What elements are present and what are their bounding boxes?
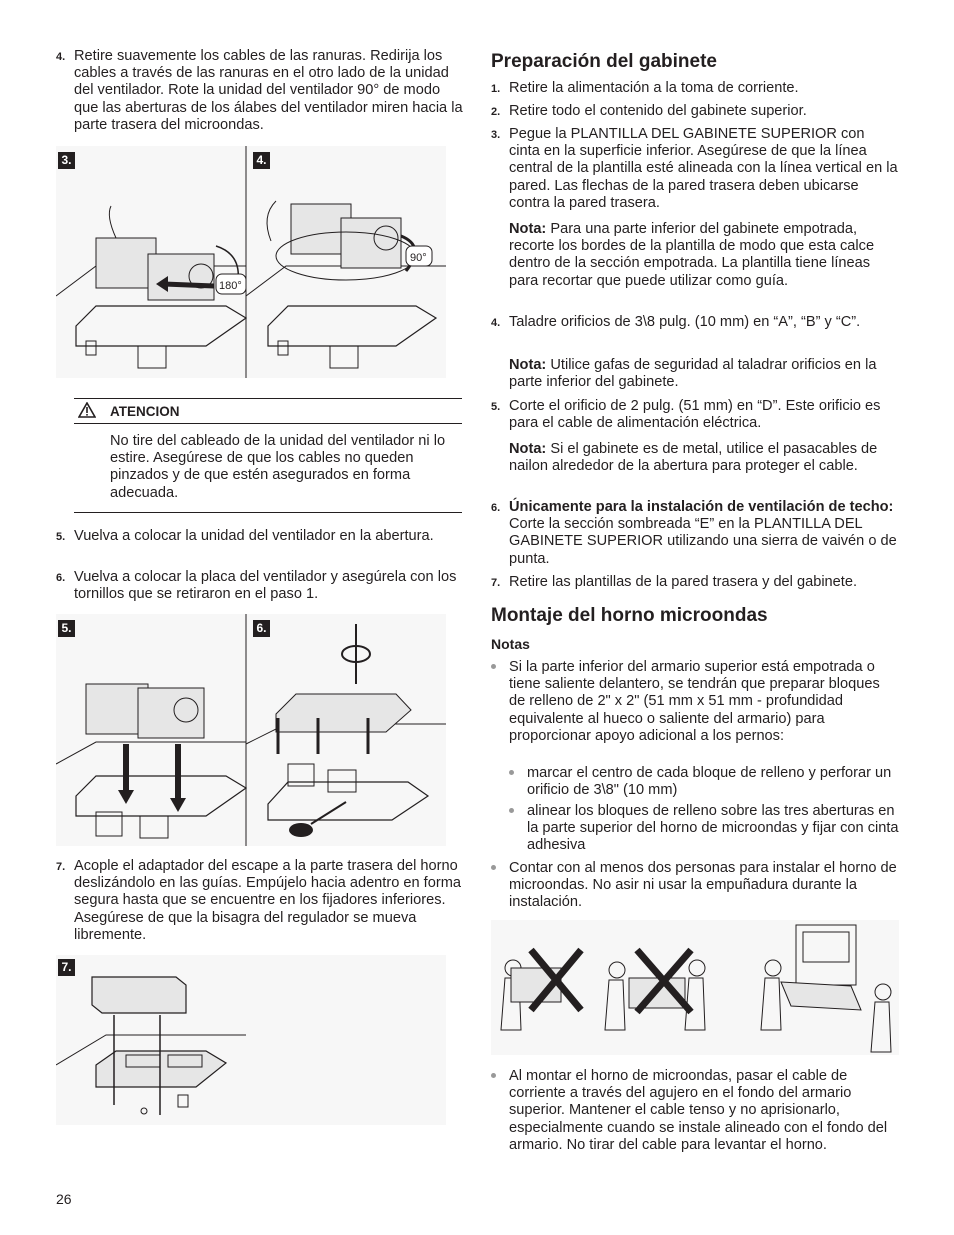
note-safety-glasses: Nota: Utilice gafas de seguridad al taladrar orificios en la parte inferior del gabinete. xyxy=(509,357,877,391)
bullet-power-cord: Al montar el horno de microondas, pasar el cable de corriente a través del agujero en el fondo del armario superior. Mantener el cable tenso y no aprisionarlo, especialmente cuando se instale alineado con el fondo del armario. No tirar del cable para levantar el horno. xyxy=(491,1068,899,1154)
exhaust-adapter-illustration xyxy=(56,955,446,1125)
warning-header xyxy=(74,399,462,424)
figure-fan-rotation xyxy=(56,146,446,378)
cabinet-step-3: 3. Pegue la PLANTILLA DEL GABINETE SUPERIOR con cinta en la superficie inferior. Asegúrese de que la línea central de la plantilla esté alineada con la línea vertical en la pared. Las flechas de la pared trasera deben ubicarse contra la pared trasera. xyxy=(491,126,898,211)
figure-fan-install xyxy=(56,614,446,846)
fan-rotation-illustration xyxy=(56,146,446,378)
angle-label-90: 90° xyxy=(410,252,427,264)
step-6-replace-plate: 6. Vuelva a colocar la placa del ventilador y asegúrela con los tornillos que se retiraron en el paso 1. xyxy=(56,569,457,603)
figure-label-4: 4. xyxy=(253,152,270,169)
warning-triangle-icon xyxy=(78,402,96,418)
cabinet-step-4: 4. Taladre orificios de 3\8 pulg. (10 mm) en “A”, “B” y “C”. xyxy=(491,314,861,330)
warning-title: ATENCION xyxy=(110,404,180,419)
cabinet-step-5: 5. Corte el orificio de 2 pulg. (51 mm) en “D”. Este orificio es para el cable de alimentación eléctrica. xyxy=(491,398,881,432)
cabinet-step-6: 6. Únicamente para la instalación de ventilación de techo: Corte la sección sombreada “E” en la PLANTILLA DEL GABINETE SUPERIOR utilizando una sierra de vaivén o de punta. xyxy=(491,499,897,567)
figure-label-7: 7. xyxy=(58,959,75,976)
angle-label-180: 180° xyxy=(219,280,242,292)
figure-label-5: 5. xyxy=(58,620,75,637)
cabinet-step-1: 1. Retire la alimentación a la toma de corriente. xyxy=(491,80,799,96)
note-metal-cabinet: Nota: Si el gabinete es de metal, utilice el pasacables de nailon alrededor de la abertura para proteger el cable. xyxy=(509,441,878,475)
fan-install-illustration xyxy=(56,614,446,846)
bullet-filler-blocks: Si la parte inferior del armario superior está empotrada o tiene saliente delantero, se tendrán que preparar bloques de relleno de 2" x 2" (51 mm x 51 mm - profundidad equivalente al hueco o saliente del armario) para proporcionar apoyo adicional a los pernos: xyxy=(491,659,899,745)
warning-text: No tire del cableado de la unidad del ventilador ni lo estire. Asegúrese de que los cables no queden pinzados y de que estén asegurados en forma adecuada. xyxy=(110,433,446,501)
figure-label-6: 6. xyxy=(253,620,270,637)
section-heading-oven-mounting: Montaje del horno microondas xyxy=(491,605,768,626)
step-7-exhaust-adapter: 7. Acople el adaptador del escape a la parte trasera del horno deslizándolo en las guías. Empújelo hacia adentro en forma segura hasta que se encuentre en los fijadores inferiores. Asegúrese de que la bisagra del regulador se mueva libremente. xyxy=(56,858,461,943)
sub-bullet-align-blocks: alinear los bloques de relleno sobre las tres aberturas en la parte superior del horno de microondas y fijar con cinta adhesiva xyxy=(509,803,899,855)
lifting-method-illustration xyxy=(491,920,899,1055)
step-5-replace-fan: 5. Vuelva a colocar la unidad del ventilador en la abertura. xyxy=(56,528,434,544)
bullet-two-people: Contar con al menos dos personas para instalar el horno de microondas. No asir ni usar la empuñadura durante la instalación. xyxy=(491,860,899,912)
cabinet-step-2: 2. Retire todo el contenido del gabinete superior. xyxy=(491,103,807,119)
sub-bullet-drill-center: marcar el centro de cada bloque de relleno y perforar un orificio de 3\8" (10 mm) xyxy=(509,765,899,799)
figure-label-3: 3. xyxy=(58,152,75,169)
figure-lifting-method xyxy=(491,920,899,1055)
section-heading-cabinet-prep: Preparación del gabinete xyxy=(491,51,717,72)
note-recessed-cabinet: Nota: Para una parte inferior del gabinete empotrada, recorte los bordes de la plantilla de modo que esta calce dentro de la sección empotrada. La plantilla tiene líneas para recortar que puede utilizar como guía. xyxy=(509,221,875,289)
warning-box xyxy=(74,398,462,513)
cabinet-step-7: 7. Retire las plantillas de la pared trasera y del gabinete. xyxy=(491,574,858,590)
figure-exhaust-adapter xyxy=(56,955,446,1125)
notas-label: Notas xyxy=(491,636,530,652)
page-number: 26 xyxy=(56,1191,72,1207)
step-4-fan-rotate: 4. Retire suavemente los cables de las ranuras. Redirija los cables a través de las ranuras en el otro lado de la unidad del ventilador. Rote la unidad del ventilador 90° de modo que las aberturas de los álabes del ventilador miren hacia la parte trasera del microondas. xyxy=(56,48,463,133)
